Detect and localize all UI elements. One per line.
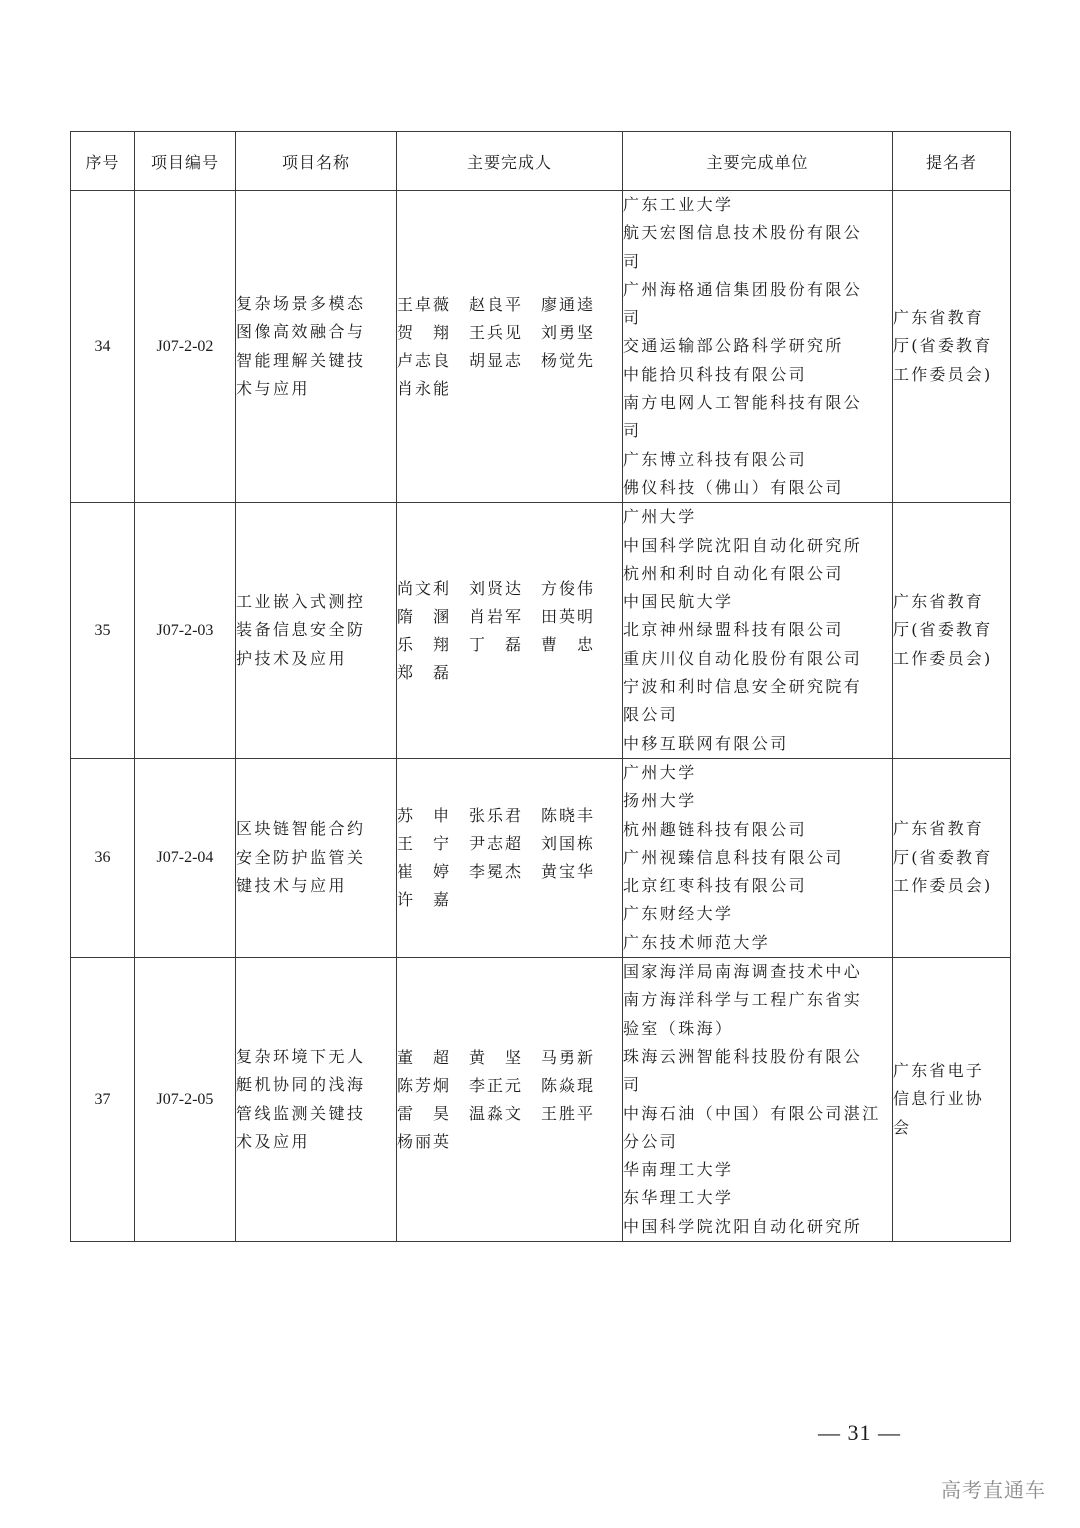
project-name-line: 术与应用 [236, 379, 311, 399]
unit-line: 广东技术师范大学 [623, 932, 771, 952]
contributor-name: 尹志超 [469, 833, 524, 853]
contributor-name: 王兵见 [469, 322, 524, 342]
project-name-line: 图像高效融合与 [236, 322, 366, 342]
project-name-cell [236, 758, 397, 957]
table-row [71, 191, 1011, 503]
contributor-name: 苏 申 [397, 805, 452, 825]
unit-line: 中国民航大学 [623, 592, 734, 612]
table-row [71, 758, 1011, 957]
header-nominator: 提名者 [893, 132, 1011, 191]
contributor-name: 隋 溷 [397, 606, 452, 626]
nominator-cell [893, 958, 1011, 1242]
contributors-list [397, 802, 622, 914]
contributor-name: 马勇新 [541, 1047, 596, 1067]
unit-line: 杭州和利时自动化有限公司 [623, 563, 844, 583]
header-main-units: 主要完成单位 [623, 132, 893, 191]
unit-line: 广州大学 [623, 507, 697, 527]
unit-line: 交通运输部公路科学研究所 [623, 336, 844, 356]
project-name-line: 智能理解关键技 [236, 350, 366, 370]
project-code-cell: J07-2-04 [135, 758, 236, 957]
nominator-line: 会 [893, 1117, 912, 1137]
project-name-line: 管线监测关键技 [236, 1103, 366, 1123]
contributor-name: 方俊伟 [541, 578, 596, 598]
unit-line: 宁波和利时信息安全研究院有 [623, 677, 863, 697]
contributor-name: 许 嘉 [397, 889, 452, 909]
unit-line: 广东财经大学 [623, 904, 734, 924]
contributor-name: 黄宝华 [541, 861, 596, 881]
project-name-cell [236, 958, 397, 1242]
project-name-line: 艇机协同的浅海 [236, 1075, 366, 1094]
contributors-cell [397, 958, 623, 1242]
project-name-line: 安全防护监管关 [236, 847, 366, 867]
unit-line: 杭州趣链科技有限公司 [623, 819, 808, 839]
contributors-list [397, 291, 622, 403]
contributor-name: 刘国栋 [541, 833, 596, 853]
project-name-line: 键技术与应用 [236, 876, 348, 896]
table-row [71, 958, 1011, 1242]
unit-line: 中海石油（中国）有限公司湛江 [623, 1103, 881, 1123]
project-code-cell: J07-2-02 [135, 191, 236, 503]
nominator-line: 广东省教育 [893, 591, 985, 611]
unit-line: 东华理工大学 [623, 1188, 734, 1208]
contributor-name: 董 超 [397, 1047, 452, 1067]
project-name-line: 区块链智能合约 [236, 819, 366, 839]
unit-line: 珠海云洲智能科技股份有限公 [623, 1046, 863, 1066]
serial-cell: 37 [71, 958, 135, 1242]
unit-line: 广州海格通信集团股份有限公 [623, 279, 863, 299]
contributor-name: 丁 磊 [469, 634, 524, 654]
unit-line: 司 [623, 308, 642, 328]
contributor-name: 贺 翔 [397, 322, 452, 342]
contributor-name: 李冕杰 [469, 861, 524, 881]
unit-line: 中移互联网有限公司 [623, 733, 789, 753]
unit-line: 佛仪科技（佛山）有限公司 [623, 477, 844, 497]
units-cell [623, 958, 893, 1242]
project-code-cell: J07-2-05 [135, 958, 236, 1242]
nominator-line: 工作委员会) [893, 876, 993, 896]
contributor-name: 卢志良 [397, 350, 452, 370]
serial-cell: 35 [71, 503, 135, 759]
contributor-name: 温淼文 [469, 1103, 524, 1123]
serial-cell: 34 [71, 191, 135, 503]
contributor-name: 雷 昊 [397, 1103, 452, 1123]
contributor-name: 王 宁 [397, 833, 452, 853]
header-project-code: 项目编号 [135, 132, 236, 191]
unit-line: 中国科学院沈阳自动化研究所 [623, 1216, 863, 1236]
contributors-list [397, 575, 622, 687]
contributor-name: 王卓薇 [397, 294, 452, 314]
nominator-cell [893, 191, 1011, 503]
unit-line: 广州大学 [623, 762, 697, 782]
unit-line: 中能拾贝科技有限公司 [623, 364, 808, 384]
unit-line: 验室（珠海） [623, 1018, 734, 1038]
nominator-line: 广东省教育 [893, 819, 985, 839]
unit-line: 重庆川仪自动化股份有限公司 [623, 648, 863, 668]
unit-line: 国家海洋局南海调查技术中心 [623, 962, 863, 982]
nominator-line: 厅(省委教育 [893, 847, 993, 867]
contributor-name: 崔 婷 [397, 861, 452, 881]
unit-line: 广东博立科技有限公司 [623, 449, 808, 469]
contributor-name: 胡显志 [469, 350, 524, 370]
nominator-line: 工作委员会) [893, 648, 993, 668]
nominator-line: 工作委员会) [893, 364, 993, 384]
contributor-name: 陈晓丰 [541, 805, 596, 825]
nominator-cell [893, 503, 1011, 759]
contributor-name: 杨觉先 [541, 350, 596, 370]
page-number: — 31 — [818, 1420, 901, 1445]
contributors-cell [397, 503, 623, 759]
project-name-line: 护技术及应用 [236, 648, 348, 668]
unit-line: 航天宏图信息技术股份有限公 [623, 223, 863, 243]
contributors-list [397, 1044, 622, 1156]
header-serial: 序号 [71, 132, 135, 191]
contributor-name: 郑 磊 [397, 662, 452, 682]
watermark-text: 高考直通车 [941, 1478, 1046, 1502]
header-main-contributors: 主要完成人 [397, 132, 623, 191]
contributor-name: 赵良平 [469, 294, 524, 314]
project-name-line: 复杂环境下无人 [236, 1046, 366, 1066]
contributor-name: 李正元 [469, 1075, 524, 1095]
project-name-line: 工业嵌入式测控 [236, 591, 366, 611]
unit-line: 中国科学院沈阳自动化研究所 [623, 535, 863, 555]
awards-table [70, 131, 1011, 1242]
contributor-name: 肖岩军 [469, 606, 524, 626]
contributor-name: 张乐君 [469, 805, 524, 825]
nominator-cell [893, 758, 1011, 957]
nominator-line: 广东省教育 [893, 307, 985, 327]
units-cell [623, 758, 893, 957]
project-name-cell [236, 503, 397, 759]
table-row [71, 503, 1011, 759]
unit-line: 南方海洋科学与工程广东省实 [623, 990, 863, 1010]
contributor-name: 陈芳炯 [397, 1075, 452, 1095]
unit-line: 司 [623, 421, 642, 441]
project-name-line: 装备信息安全防 [236, 620, 366, 640]
unit-line: 华南理工大学 [623, 1160, 734, 1180]
unit-line: 南方电网人工智能科技有限公 [623, 393, 863, 413]
project-code-cell: J07-2-03 [135, 503, 236, 759]
unit-line: 北京神州绿盟科技有限公司 [623, 620, 844, 640]
unit-line: 司 [623, 1075, 642, 1095]
unit-line: 广东工业大学 [623, 195, 734, 214]
table-header-row [71, 132, 1011, 191]
contributor-name: 刘勇坚 [541, 322, 596, 342]
nominator-line: 信息行业协 [893, 1089, 985, 1109]
unit-line: 北京红枣科技有限公司 [623, 876, 808, 896]
contributors-cell [397, 191, 623, 503]
unit-line: 限公司 [623, 705, 679, 725]
contributor-name: 杨丽英 [397, 1131, 452, 1151]
contributor-name: 乐 翔 [397, 634, 452, 654]
contributor-name: 曹 忠 [541, 634, 596, 654]
contributor-name: 田英明 [541, 606, 596, 626]
contributor-name: 陈焱琨 [541, 1075, 596, 1095]
unit-line: 司 [623, 251, 642, 271]
unit-line: 扬州大学 [623, 791, 697, 811]
contributor-name: 廖通逵 [541, 294, 596, 314]
units-cell [623, 503, 893, 759]
project-name-line: 术及应用 [236, 1132, 311, 1151]
nominator-line: 厅(省委教育 [893, 336, 993, 356]
nominator-line: 厅(省委教育 [893, 620, 993, 640]
units-cell [623, 191, 893, 503]
header-project-name: 项目名称 [236, 132, 397, 191]
project-name-cell [236, 191, 397, 503]
contributors-cell [397, 758, 623, 957]
contributor-name: 王胜平 [541, 1103, 596, 1123]
unit-line: 分公司 [623, 1131, 679, 1151]
unit-line: 广州视臻信息科技有限公司 [623, 847, 844, 867]
serial-cell: 36 [71, 758, 135, 957]
contributor-name: 肖永能 [397, 378, 452, 398]
contributor-name: 刘贤达 [469, 578, 524, 598]
project-name-line: 复杂场景多模态 [236, 293, 366, 313]
contributor-name: 尚文利 [397, 578, 452, 598]
nominator-line: 广东省电子 [893, 1060, 985, 1080]
contributor-name: 黄 坚 [469, 1047, 524, 1067]
